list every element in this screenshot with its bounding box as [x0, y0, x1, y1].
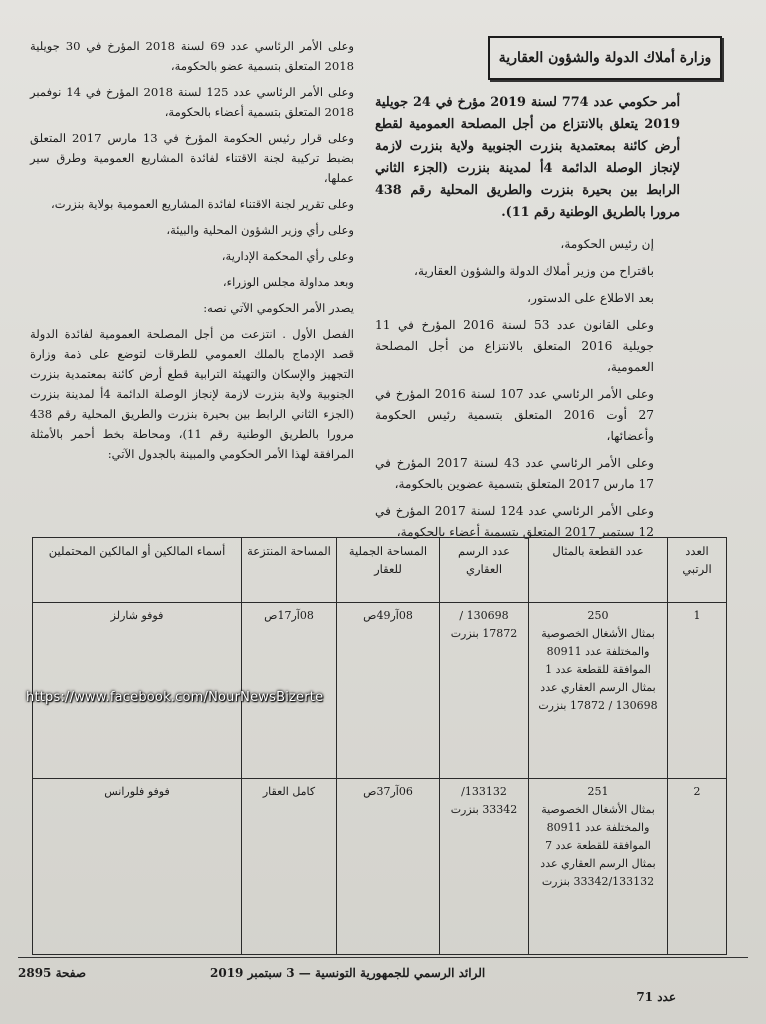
- cell-parcel: [529, 603, 668, 779]
- cell-parcel: [529, 779, 668, 955]
- header-total-area: المساحة الجملية للعقار: [337, 538, 440, 603]
- cell-total-area: 06آر37ص: [337, 779, 440, 955]
- footer-page-number: صفحة 2895: [18, 966, 87, 980]
- cell-title: 130698 / 17872 بنزرت: [440, 603, 529, 779]
- table-header-row: [33, 538, 727, 603]
- parcel-number: 251: [587, 785, 609, 798]
- header-order: العدد الرتبي: [668, 538, 727, 603]
- header-parcel: عدد القطعة بالمثال: [529, 538, 668, 603]
- paragraph: وعلى الأمر الرئاسي عدد 125 لسنة 2018 المؤرخ في 14 نوفمبر 2018 المتعلق بتسمية أعضاء بالحكومة،: [30, 85, 355, 119]
- paragraph: وعلى رأي وزير الشؤون المحلية والبيئة،: [166, 223, 354, 237]
- cell-order: 2: [668, 779, 727, 955]
- paragraph: وعلى الأمر الرئاسي عدد 107 لسنة 2016 المؤرخ في 27 أوت 2016 المتعلق بتسمية رئيس الحكومة وأعضائها،: [375, 387, 654, 443]
- article-one: الفصل الأول . انتزعت من أجل المصلحة العمومية لفائدة الدولة قصد الإدماج بالملك العمومي للطرقات لتوضع على ذمة وزارة التجهيز والإسكان والتهيئة الترابية قطع أرض كائنة بمعتمدية بنزرت الجنوبية ولاية بنزرت لازمة لإنجاز الوصلة الدائمة 4أ لمدينة بنزرت (الجزء الثاني الرابط بين بحيرة بنزرت والطريق المحلية رقم 438 مرورا بالطريق الوطنية رقم 11)، ومحاطة بخط أحمر بالأمثلة المرافقة لهذا الأمر الحكومي والمبينة بالجدول الآتي:: [30, 327, 354, 461]
- footer-divider: [18, 957, 748, 958]
- paragraph: بعد الاطلاع على الدستور،: [527, 291, 654, 305]
- parcel-note: بمثال الأشغال الخصوصية والمختلفة عدد 80911 الموافقة للقطعة عدد 1 بمثال الرسم العقاري عدد 130698 / 17872 بنزرت: [538, 627, 658, 712]
- paragraph: يصدر الأمر الحكومي الآتي نصه:: [203, 301, 354, 315]
- paragraph: إن رئيس الحكومة،: [560, 237, 654, 251]
- paragraph: وعلى الأمر الرئاسي عدد 124 لسنة 2017 المؤرخ في 12 سبتمبر 2017 المتعلق بتسمية أعضاء بالحكومة،: [375, 504, 654, 539]
- cell-title: 133132/ 33342 بنزرت: [440, 779, 529, 955]
- paragraph: وعلى القانون عدد 53 لسنة 2016 المؤرخ في 11 جويلية 2016 المتعلق بالانتزاع من أجل المصلحة العمومية،: [375, 318, 655, 374]
- parcel-note: بمثال الأشغال الخصوصية والمختلفة عدد 80911 الموافقة للقطعة عدد 7 بمثال الرسم العقاري عدد 33342/133132 بنزرت: [540, 803, 656, 888]
- table-row: [33, 779, 727, 955]
- header-title: عدد الرسم العقاري: [440, 538, 529, 603]
- cell-owners: فوفو شارلز: [33, 603, 242, 779]
- paragraph: وعلى قرار رئيس الحكومة المؤرخ في 13 مارس 2017 المتعلق بضبط تركيبة لجنة الاقتناء لفائدة المشاريع العمومية وطرق سير عملها،: [30, 131, 354, 185]
- watermark-url: https://www.facebook.com/NourNewsBizerte: [26, 690, 324, 705]
- cell-order: 1: [668, 603, 727, 779]
- header-expropriated-area: المساحة المنتزعة: [242, 538, 337, 603]
- paragraph: وعلى تقرير لجنة الاقتناء لفائدة المشاريع العمومية بولاية بنزرت،: [51, 197, 354, 211]
- paragraph: وعلى الأمر الرئاسي عدد 43 لسنة 2017 المؤرخ في 17 مارس 2017 المتعلق بتسمية عضوين بالحكومة،: [375, 456, 654, 491]
- cell-expropriated-area: 08آر17ص: [242, 603, 337, 779]
- parcels-table: [32, 537, 727, 955]
- paragraph: وعلى رأي المحكمة الإدارية،: [221, 249, 354, 263]
- cell-owners: فوفو فلورانس: [33, 779, 242, 955]
- paragraph: وعلى الأمر الرئاسي عدد 69 لسنة 2018 المؤرخ في 30 جويلية 2018 المتعلق بتسمية عضو بالحكومة،: [30, 39, 354, 73]
- right-column: [375, 92, 680, 549]
- parcel-number: 250: [587, 609, 609, 622]
- footer-issue: عدد 71: [636, 990, 676, 1004]
- footer-journal: الرائد الرسمي للجمهورية التونسية — 3 سبتمبر 2019: [210, 966, 486, 980]
- cell-expropriated-area: كامل العقار: [242, 779, 337, 955]
- ministry-heading: وزارة أملاك الدولة والشؤون العقارية: [488, 36, 722, 80]
- left-column: [30, 36, 380, 470]
- paragraph: باقتراح من وزير أملاك الدولة والشؤون العقارية،: [414, 264, 654, 278]
- header-owners: أسماء المالكين أو المالكين المحتملين: [33, 538, 242, 603]
- decree-title: أمر حكومي عدد 774 لسنة 2019 مؤرخ في 24 جويلية 2019 يتعلق بالانتزاع من أجل المصلحة العمومية لقطع أرض كائنة بمعتمدية بنزرت الجنوبية ولاية بنزرت لازمة لإنجاز الوصلة الدائمة 4أ لمدينة بنزرت (الجزء الثاني الرابط بين بحيرة بنزرت والطريق المحلية رقم 438 مرورا بالطريق الوطنية رقم 11).: [375, 95, 681, 220]
- cell-total-area: 08آر49ص: [337, 603, 440, 779]
- paragraph: وبعد مداولة مجلس الوزراء،: [222, 275, 354, 289]
